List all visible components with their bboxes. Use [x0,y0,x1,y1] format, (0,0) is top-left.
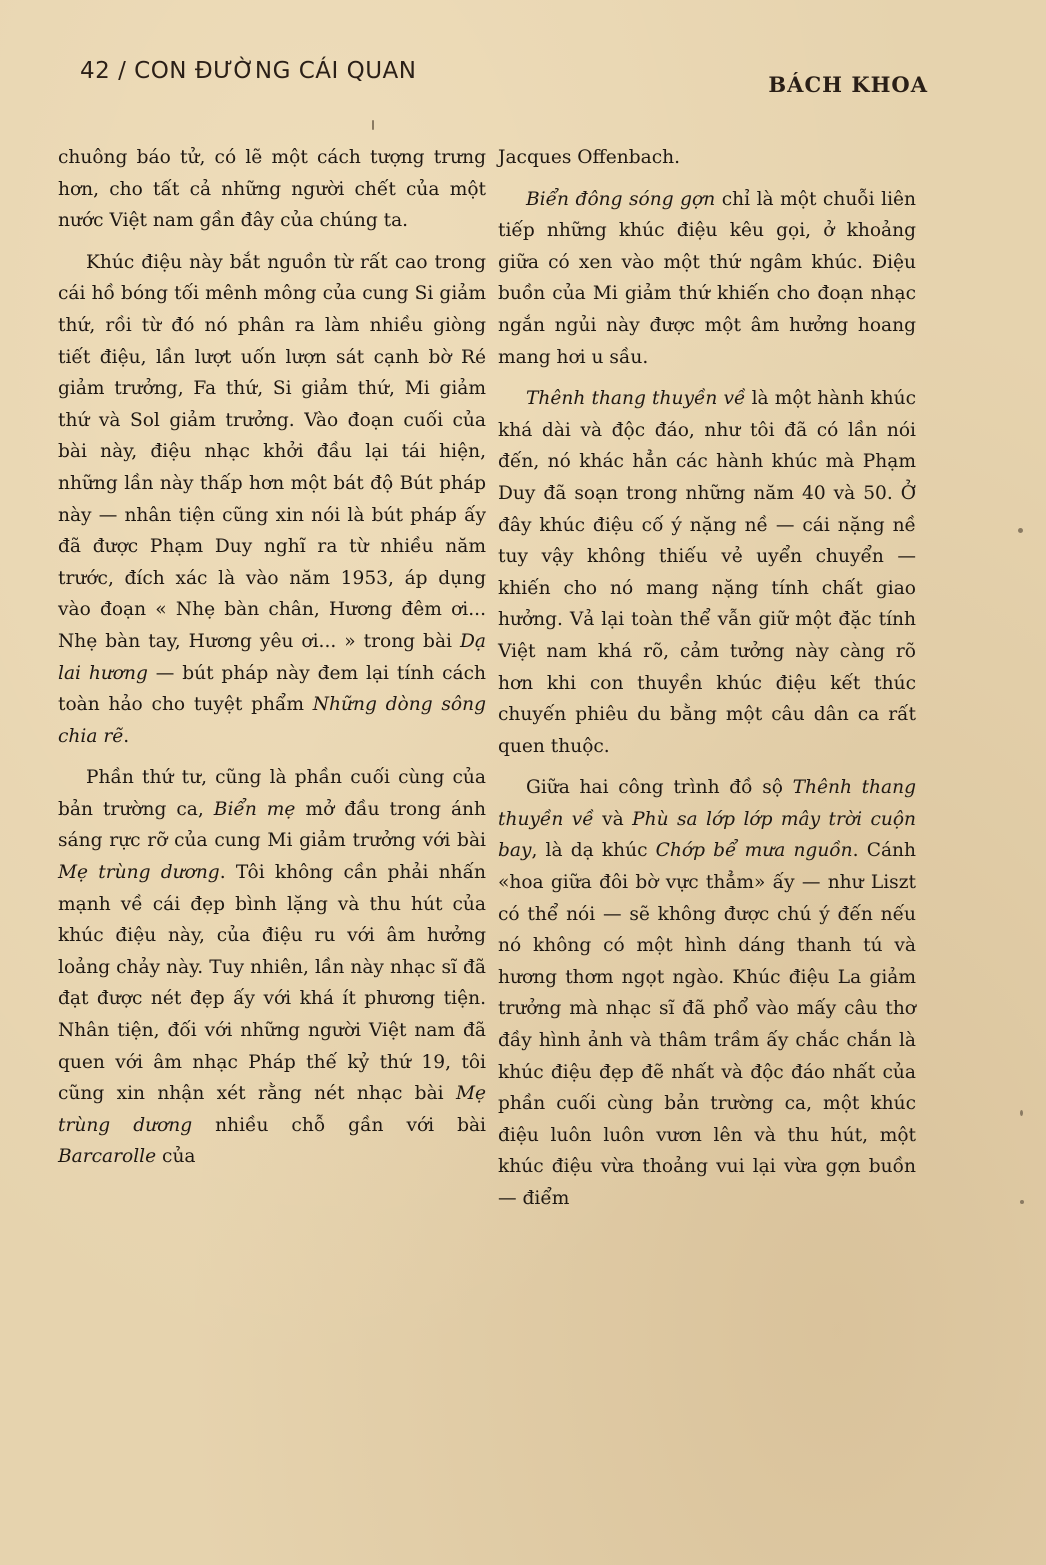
song-title: Chớp bể mưa nguồn [655,840,853,862]
paragraph [498,184,916,374]
text-run: Khúc điệu này bắt nguồn từ rất cao trong cái hồ bóng tối mênh mông của cung Si giảm thứ, rồi từ đó nó phân ra làm nhiều giòng tiết điệu, lần lượt uốn lượn sát cạnh bờ Ré giảm trưởng, Fa thứ, Si giảm thứ, Mi giảm thứ và Sol giảm trưởng. Vào đoạn cuối của bài này, điệu nhạc khởi đầu lại tái hiện, những lần này thấp hơn một bát độ Bút pháp này — nhân tiện cũng xin nói là bút pháp ấy đã được Phạm Duy nghĩ ra từ nhiều năm trước, đích xác là vào năm 1953, áp dụng vào đoạn « Nhẹ bàn chân, Hương đêm ơi... Nhẹ bàn tay, Hương yêu ơi... » trong bài [58,251,486,652]
song-title: Barcarolle [58,1146,157,1168]
song-title: Thênh thang thuyền về [526,388,746,410]
song-title: Thênh thang thuyền về [498,777,916,830]
paper-speck [1020,1200,1024,1204]
text-run: của [156,1146,196,1168]
text-run: Phần thứ tư, cũng là phần cuối cùng của bản trường ca, [58,767,486,820]
paragraph [498,772,916,1214]
song-title: Mẹ trùng dương [58,1083,486,1136]
text-run: , là dạ khúc [531,840,656,862]
text-run: . Cánh «hoa giữa đôi bờ vực thẳm» ấy — như Liszt có thể nói — sẽ không được chú ý đến nếu nó không có một hình dáng thanh tú và hương thơm ngọt ngào. Khúc điệu La giảm trưởng mà nhạc sĩ đã phổ vào mấy câu thơ đầy hình ảnh và thâm trầm ấy chắc chắn là khúc điệu đẹp đẽ nhất và độc đáo nhất của phần cuối cùng bản trường ca, một khúc điệu luôn luôn vươn lên và thu hút, một khúc điệu vừa thoảng vui lại vừa gợn buồn — điểm [498,840,916,1209]
paper-speck [1018,528,1023,533]
song-title: Biển đông sóng gợn [526,188,716,210]
song-title: Mẹ trùng dương [58,862,220,884]
paper-speck [372,120,374,130]
magazine-title: BÁCH KHOA [768,72,928,97]
song-title: Phù sa lớp lớp mây trời cuộn bay [498,808,916,862]
text-run: — bút pháp này đem lại tính cách toàn hảo cho tuyệt phẩm [58,662,486,716]
text-run: mở đầu trong ánh sáng rực rỡ của cung Mi giảm trưởng với bài [58,798,487,852]
paragraph [58,762,486,1173]
running-head [80,58,928,98]
paragraph [498,383,916,762]
text-run: Giữa hai công trình đồ sộ [526,777,793,799]
song-title: Những dòng sông chia rẽ [58,694,486,747]
paragraph: Jacques Offenbach. [498,147,681,168]
paragraph: chuông báo tử, có lẽ một cách tượng trưng hơn, cho tất cả những người chết của một nước Việt nam gần đây của chúng ta. [58,147,486,232]
page-number-and-section-title: 42 / CON ĐƯỜNG CÁI QUAN [80,58,417,84]
text-run: chỉ là một chuỗi liên tiếp những khúc điệu kêu gọi, ở khoảng giữa có xen vào một thứ ngâm khúc. Điệu buồn của Mi giảm thứ khiến cho đoạn nhạc ngắn ngủi này được một âm hưởng hoang mang hơi u sầu. [498,188,916,368]
paper-speck [1020,1110,1023,1116]
text-run: . Tôi không cần phải nhấn mạnh về cái đẹp bình lặng và thu hút của khúc điệu này, của điệu ru với âm hưởng loảng chảy này. Tuy nhiên, lần này nhạc sĩ đã đạt được nét đẹp ấy với khá ít phương tiện. Nhân tiện, đối với những người Việt nam đã quen với âm nhạc Pháp thế kỷ thứ 19, tôi cũng xin nhận xét rằng nét nhạc bài [58,862,486,1105]
song-title: Dạ lai hương [58,630,486,684]
text-run: . [123,725,130,747]
left-column [58,142,486,1183]
text-run: và [593,808,633,830]
text-run: là một hành khúc khá dài và độc đáo, như tôi đã có lần nói đến, nó khác hẳn các hành khúc mà Phạm Duy đã soạn trong những năm 40 và 50. Ở đây khúc điệu cố ý nặng nề — cái nặng nề tuy vậy không thiếu vẻ uyển chuyển — khiến cho nó mang nặng tính chất giao hưởng. Vả lại toàn thể vẫn giữ một đặc tính Việt nam khá rõ, cảm tưởng này càng rõ hơn khi con thuyền khúc điệu kết thúc chuyến phiêu du bằng một câu dân ca rất quen thuộc. [498,388,916,757]
paragraph [58,247,486,753]
text-run: nhiều chỗ gần với bài [192,1114,487,1136]
song-title: Biển mẹ [213,798,296,820]
right-column [498,142,916,1225]
